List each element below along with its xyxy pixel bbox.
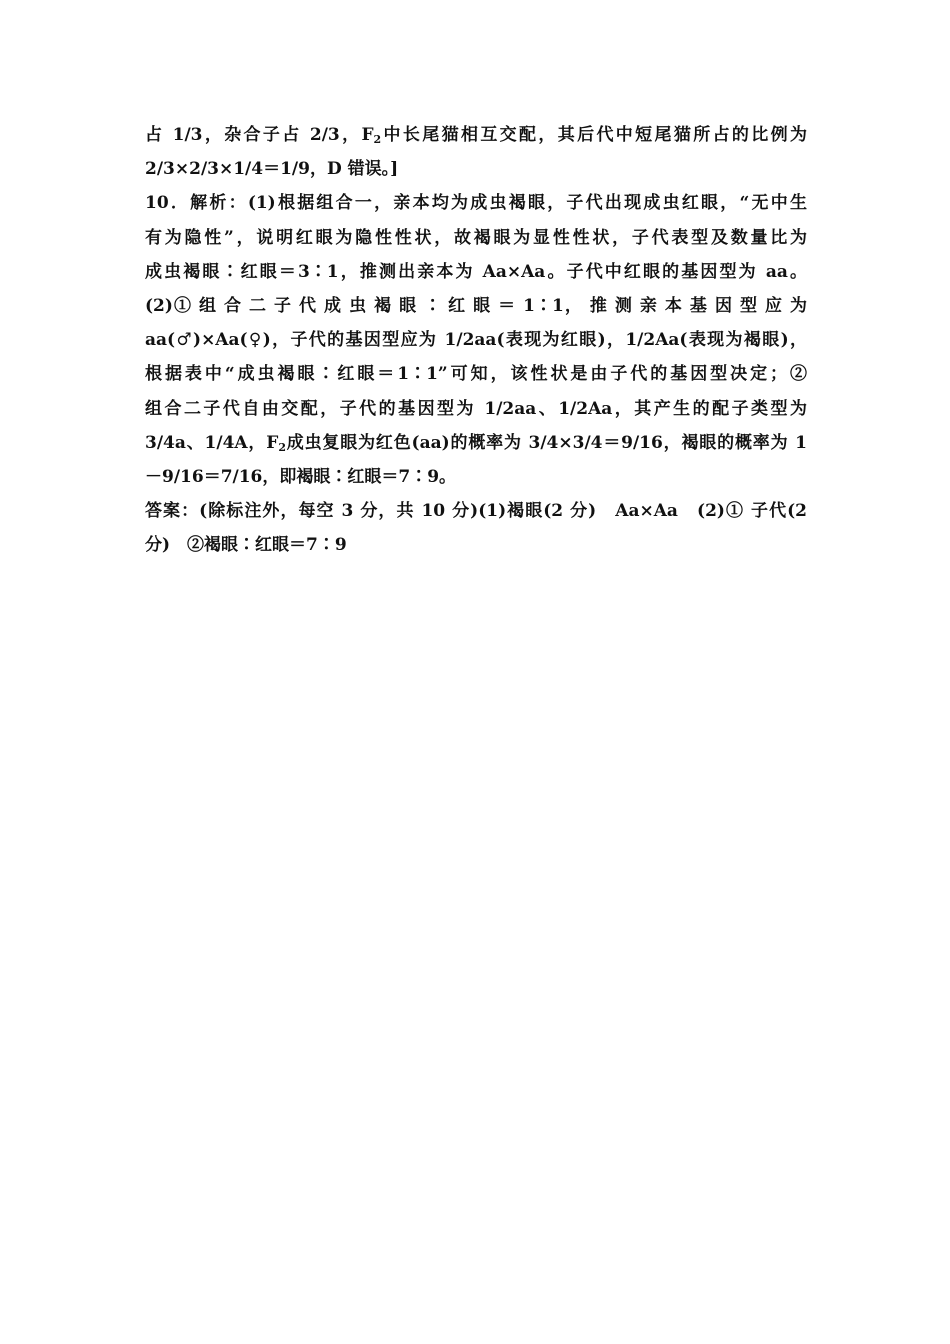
subscript-2: 2 [373, 133, 382, 146]
text-line-2: 2/3×2/3×1/4＝1/9，D 错误。] [145, 159, 399, 180]
text-line-10: 3/4a、1/4A，$F_2$成虫复眼为红色(aa)的概率为 3/4×3/4＝9/16，褐眼的概率为 1 [145, 432, 807, 454]
answer-line-1: 答案：(除标注外，每空 3 分，共 10 分)(1)褐眼(2 分) Aa×Aa (2)① 子代(2 [145, 501, 807, 522]
answer-line-2: 分) ②褐眼∶红眼＝7∶9 [145, 535, 347, 556]
text-line-7: aa(♂)×Aa(♀)，子代的基因型应为 1/2aa(表现为红眼)，1/2Aa(表现为褐眼)， [145, 330, 807, 351]
text-line-4: 有为隐性”，说明红眼为隐性性状，故褐眼为显性性状，子代表型及数量比为 [145, 227, 807, 248]
text-line-8: 根据表中“成虫褐眼∶红眼＝1∶1”可知，该性状是由子代的基因型决定；② [145, 364, 807, 385]
text-line-5: 成虫褐眼∶红眼＝3∶1，推测出亲本为 Aa×Aa。子代中红眼的基因型为 aa。 [145, 261, 807, 282]
text-line-11: －9/16＝7/16，即褐眼∶红眼＝7∶9。 [145, 466, 457, 487]
subscript-2: 2 [278, 440, 286, 454]
text-line-3: 10．解析：(1)根据组合一，亲本均为成虫褐眼，子代出现成虫红眼，“无中生 [145, 193, 807, 214]
text-line-9: 组合二子代自由交配，子代的基因型为 1/2aa、1/2Aa，其产生的配子类型为 [145, 398, 807, 419]
text-line-1: 占 1/3，杂合子占 2/3，$F_2$中长尾猫相互交配，其后代中短尾猫所占的比例为 [145, 125, 807, 146]
document-body [145, 118, 807, 562]
text-line-6: (2)① 组 合 二 子 代 成 虫 褐 眼 ∶ 红 眼 ＝ 1∶1， 推 测 亲 本 基 因 型 应 为 [145, 295, 807, 316]
